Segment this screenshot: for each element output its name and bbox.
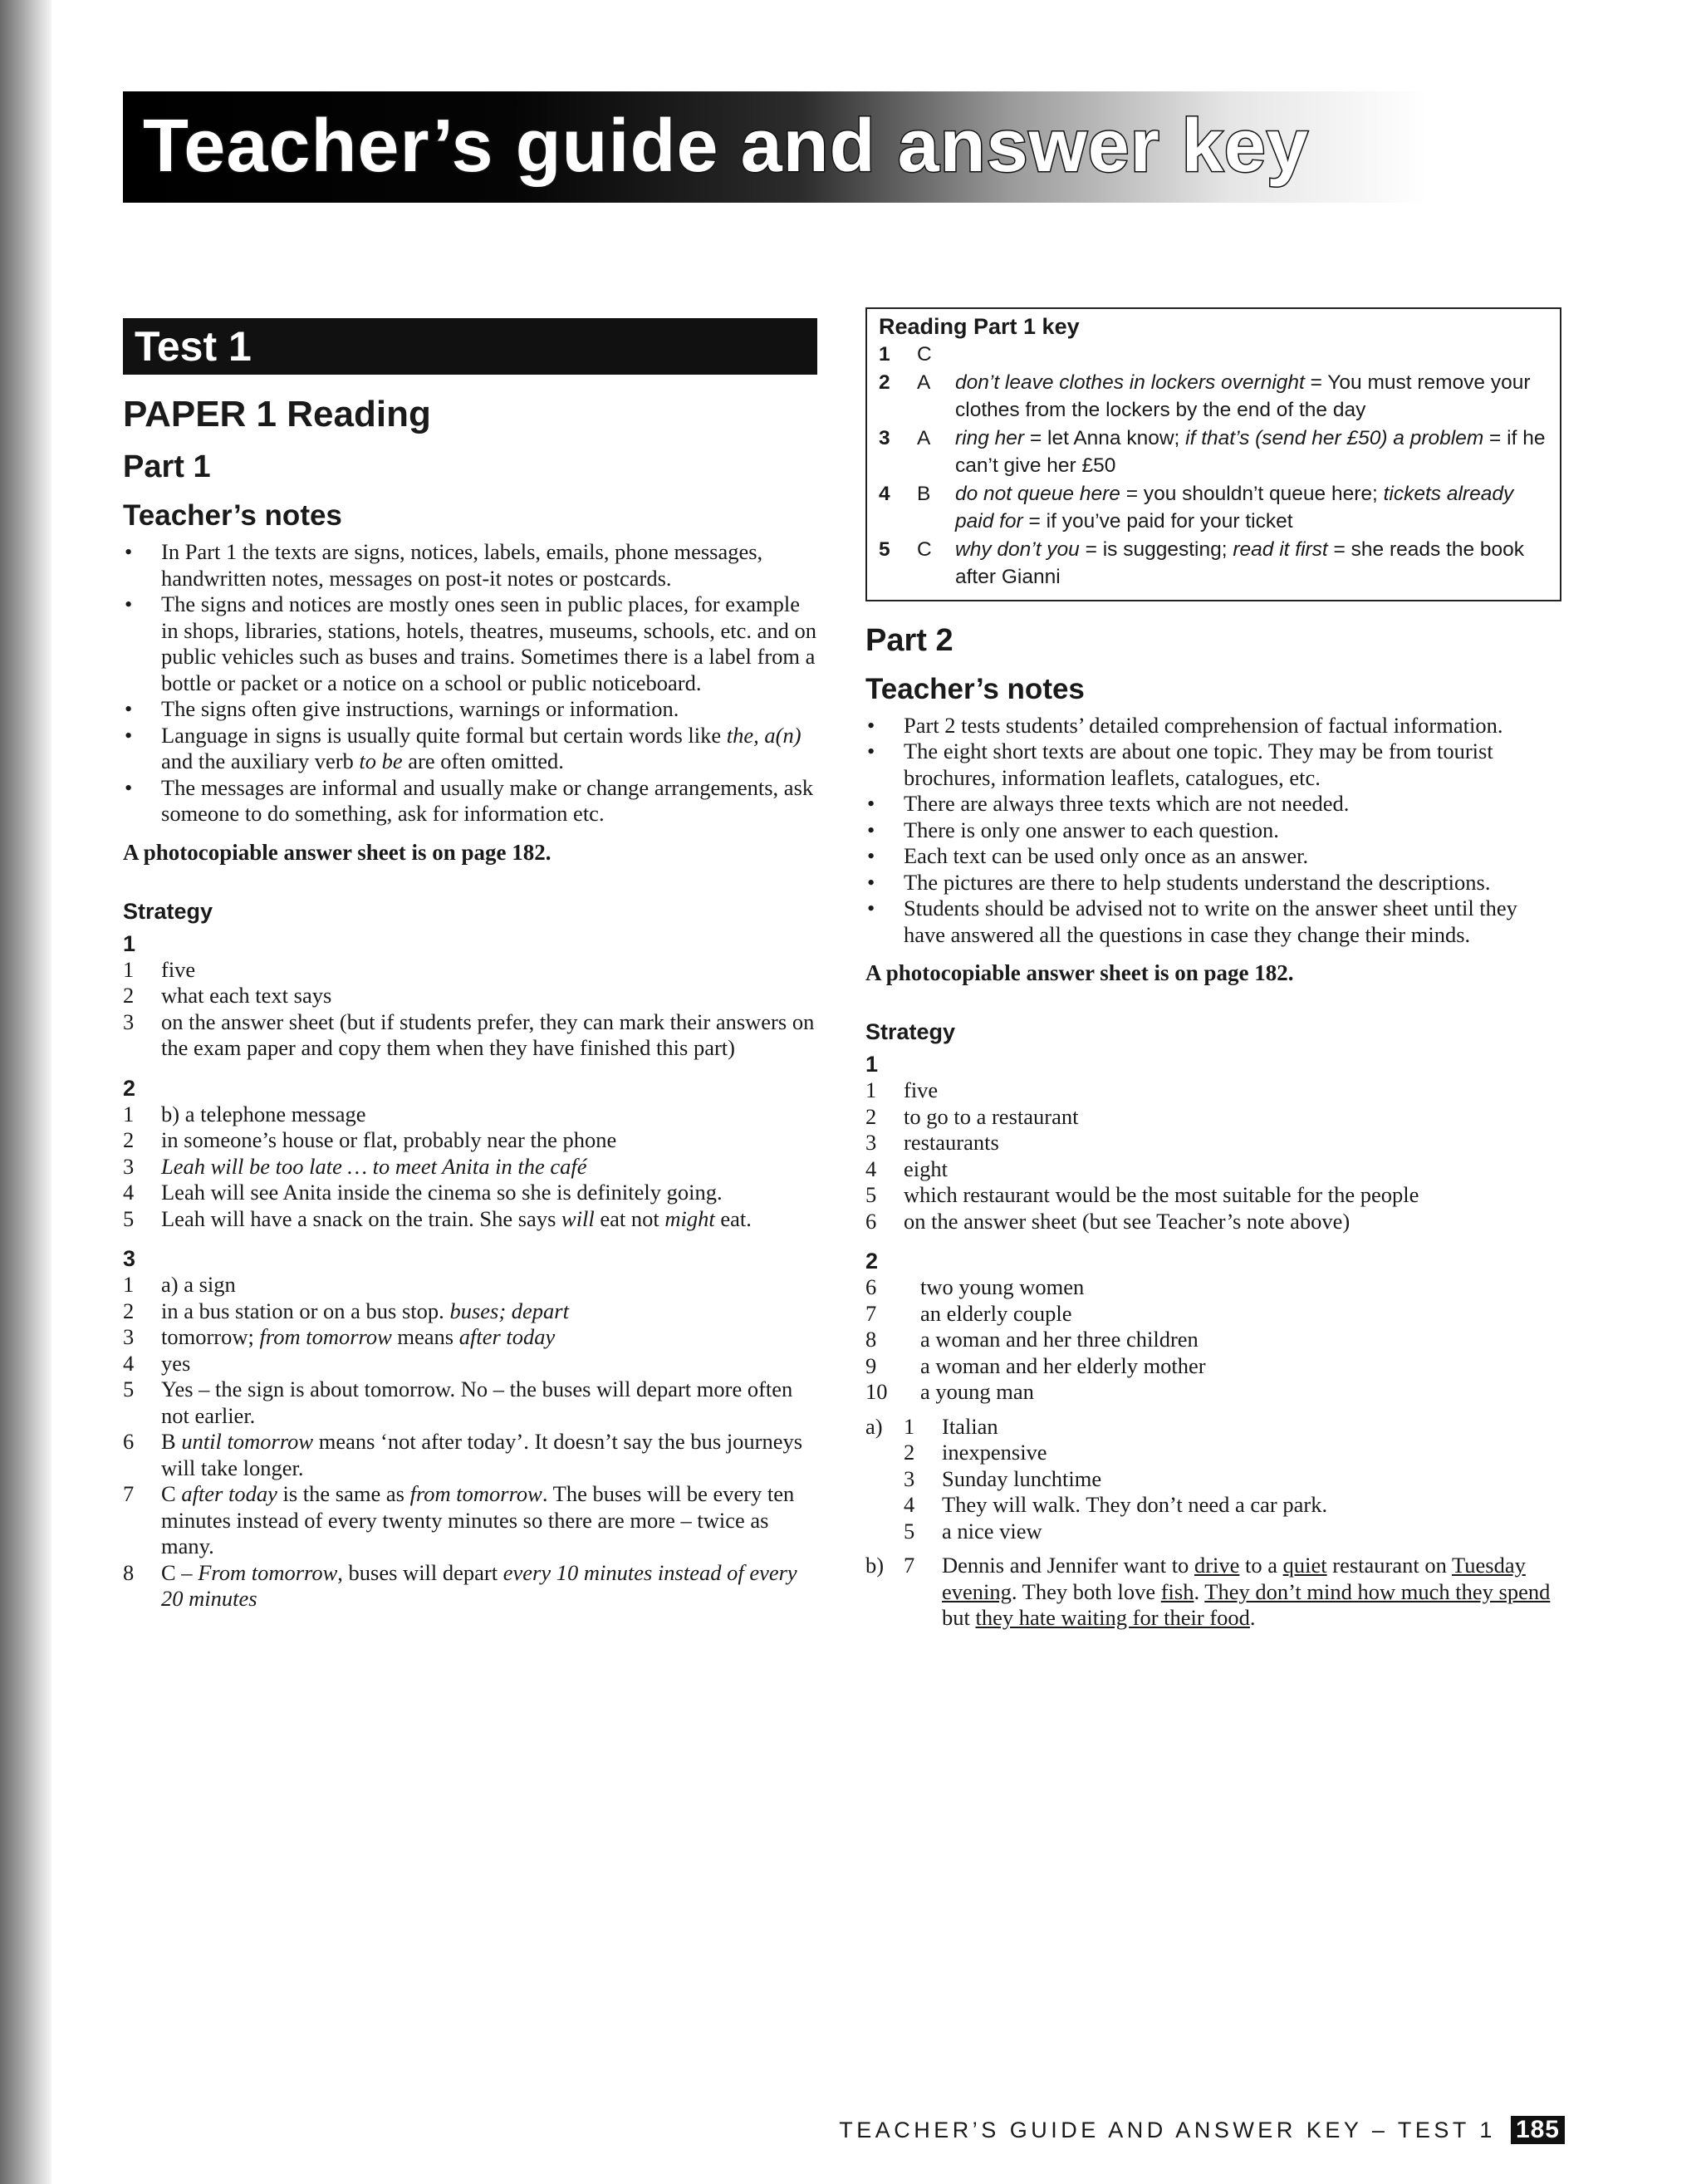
list-item (123, 1481, 817, 1560)
item-number: 7 (904, 1553, 915, 1578)
teacher-notes-list (123, 539, 817, 827)
note-item: • Students should be advised not to write on the answer sheet until they have answered all the questions in case they change their minds. (865, 896, 1561, 948)
item-number: 3 (123, 1153, 135, 1179)
item-text: in someone’s house or flat, probably near the phone (161, 1127, 617, 1152)
item-text: on the answer sheet (but see Teacher’s note above) (904, 1208, 1351, 1234)
key-letter: C (917, 537, 932, 561)
key-explanation: ring her = let Anna know; if that’s (send her £50) a problem = if he can’t give her £50 (955, 426, 1546, 477)
key-number: 4 (879, 482, 890, 505)
list-item (865, 1379, 1561, 1406)
note-item: • There is only one answer to each question. (865, 817, 1561, 844)
item-text: to go to a restaurant (904, 1103, 1079, 1129)
notes-title: Teacher’s notes (865, 672, 1085, 705)
strategy-list (904, 1553, 1561, 1632)
strategy-list (865, 1274, 1561, 1406)
item-text: eight (904, 1156, 948, 1181)
list-item (123, 1429, 817, 1481)
list-item (123, 1127, 817, 1154)
item-text: Leah will be too late … to meet Anita in the café (161, 1153, 587, 1179)
list-item (123, 1351, 817, 1377)
key-rows (879, 341, 1550, 591)
item-number: 5 (865, 1182, 877, 1207)
item-number: 1 (865, 1077, 877, 1102)
list-item (123, 1206, 817, 1233)
list-item (865, 1182, 1561, 1209)
list-item (904, 1492, 1561, 1519)
strategy-list (123, 1272, 817, 1612)
key-number: 3 (879, 426, 890, 449)
item-text: C – From tomorrow, buses will depart every 10 minutes instead of every 20 minutes (161, 1559, 797, 1611)
item-text: a woman and her elderly mother (920, 1352, 1206, 1378)
strategy-list (123, 1102, 817, 1233)
key-letter: A (917, 426, 931, 449)
item-text: Sunday lunchtime (942, 1465, 1102, 1491)
item-number: 2 (123, 1127, 135, 1152)
teacher-notes-list (865, 713, 1561, 949)
item-number: 10 (865, 1379, 888, 1404)
page-title: Teacher’s guide and answer key (143, 105, 1309, 188)
note-item: • Each text can be used only once as an answer. (865, 843, 1561, 870)
list-item (865, 1077, 1561, 1104)
page-number: 185 (1511, 2116, 1565, 2144)
item-number: 8 (865, 1327, 877, 1352)
item-text: which restaurant would be the most suitable for the people (904, 1182, 1419, 1207)
header-banner (123, 91, 1427, 203)
page-spine-shadow (0, 0, 51, 2184)
notes-title: Teacher’s notes (123, 499, 342, 532)
answer-part-a (865, 1414, 1561, 1545)
list-item (904, 1466, 1561, 1493)
note-item: • The pictures are there to help students understand the descriptions. (865, 870, 1561, 896)
strategy-list (123, 957, 817, 1062)
note-item: • The signs often give instructions, warnings or information. (123, 696, 817, 723)
item-number: 2 (123, 983, 135, 1008)
item-number: 5 (123, 1377, 135, 1401)
list-item (904, 1519, 1561, 1545)
item-text: on the answer sheet (but if students prefer, they can mark their answers on the exam paper and copy them when they have finished this part) (161, 1009, 815, 1060)
list-item (123, 983, 817, 1009)
item-text: a nice view (942, 1518, 1042, 1544)
footer-text: TEACHER’S GUIDE AND ANSWER KEY – TEST 1 (839, 2117, 1496, 2142)
item-text: They will walk. They don’t need a car park. (942, 1492, 1328, 1517)
key-row (879, 480, 1550, 536)
photocopiable-note: A photocopiable answer sheet is on page 182. (865, 960, 1294, 985)
key-number: 1 (879, 343, 890, 366)
list-item (123, 1560, 817, 1612)
key-explanation: why don’t you = is suggesting; read it first = she reads the book after Gianni (955, 537, 1525, 588)
page-footer (748, 2114, 1578, 2144)
key-explanation: do not queue here = you shouldn’t queue here; tickets already paid for = if you’ve paid for your ticket (955, 482, 1514, 533)
item-text: yes (161, 1350, 191, 1376)
item-number: 4 (865, 1156, 877, 1181)
item-number: 1 (904, 1413, 915, 1439)
item-text: a woman and her three children (920, 1327, 1199, 1352)
list-item (123, 1102, 817, 1128)
note-item: • The messages are informal and usually make or change arrangements, ask someone to do something, ask for information etc. (123, 775, 817, 827)
list-item (865, 1104, 1561, 1131)
item-text: a young man (920, 1379, 1034, 1404)
key-letter: C (917, 343, 932, 366)
strategy-title: Strategy (865, 1019, 956, 1044)
part-title: Part 2 (865, 622, 953, 658)
key-letter: A (917, 371, 931, 394)
note-item: • In Part 1 the texts are signs, notices, labels, emails, phone messages, handwritten notes, messages on post-it notes or postcards. (123, 539, 817, 591)
item-number: 2 (904, 1440, 915, 1465)
item-text: Yes – the sign is about tomorrow. No – the buses will depart more often not earlier. (161, 1377, 793, 1428)
key-number: 5 (879, 537, 890, 561)
item-number: 2 (865, 1103, 877, 1129)
item-text: restaurants (904, 1130, 999, 1155)
key-number: 2 (879, 371, 890, 394)
note-item: • There are always three texts which are not needed. (865, 791, 1561, 817)
item-number: 1 (123, 1272, 135, 1297)
left-column (123, 318, 817, 1612)
item-text: what each text says (161, 983, 332, 1008)
item-number: 6 (865, 1208, 877, 1234)
right-column (865, 307, 1561, 1632)
part-title: Part 1 (123, 449, 211, 484)
key-row (879, 341, 1550, 369)
list-item (123, 1154, 817, 1180)
item-text: C after today is the same as from tomorrow. The buses will be every ten minutes instead of every twenty minutes so there are more – twice as many. (161, 1481, 795, 1558)
list-item (904, 1440, 1561, 1466)
item-number: 6 (123, 1429, 135, 1454)
list-item (865, 1209, 1561, 1235)
item-number: 8 (123, 1559, 135, 1585)
item-text: an elderly couple (920, 1300, 1072, 1326)
item-text: Dennis and Jennifer want to drive to a quiet restaurant on Tuesday evening. They both love fish. They don’t mind how much they spend but they hate waiting for their food. (942, 1553, 1551, 1630)
item-number: 3 (865, 1130, 877, 1155)
list-item (123, 1180, 817, 1206)
list-item (123, 1324, 817, 1351)
strategy-title: Strategy (123, 898, 213, 924)
strategy-list (904, 1414, 1561, 1545)
list-item (904, 1553, 1561, 1632)
item-text: Leah will see Anita inside the cinema so she is definitely going. (161, 1180, 723, 1205)
item-number: 5 (904, 1518, 915, 1544)
item-number: 4 (904, 1492, 915, 1517)
strategy-group-number: 2 (123, 1075, 136, 1101)
item-text: Italian (942, 1413, 998, 1439)
item-text: in a bus station or on a bus stop. buses; depart (161, 1298, 569, 1323)
test-label: Test 1 (123, 318, 817, 375)
note-item: • Language in signs is usually quite formal but certain words like the, a(n) and the auxiliary verb to be are often omitted. (123, 723, 817, 775)
list-item (123, 1298, 817, 1325)
key-row (879, 369, 1550, 425)
list-item (123, 1377, 817, 1429)
item-text: five (904, 1077, 939, 1102)
strategy-group-number: 1 (123, 930, 136, 956)
key-explanation (955, 341, 1550, 369)
key-explanation: don’t leave clothes in lockers overnight = You must remove your clothes from the lockers by the end of the day (955, 371, 1531, 421)
key-title: Reading Part 1 key (879, 314, 1080, 339)
item-number: 3 (123, 1009, 135, 1034)
list-item (865, 1274, 1561, 1301)
paper-title: PAPER 1 Reading (123, 394, 431, 434)
photocopiable-note: A photocopiable answer sheet is on page 182. (123, 839, 551, 865)
answer-part-label: a) (865, 1413, 883, 1439)
item-number: 2 (123, 1298, 135, 1323)
item-text: two young women (920, 1274, 1085, 1299)
list-item (865, 1301, 1561, 1328)
key-letter: B (917, 482, 931, 505)
answer-part-label: b) (865, 1553, 885, 1578)
item-text: inexpensive (942, 1440, 1047, 1465)
list-item (865, 1156, 1561, 1183)
item-text: B until tomorrow means ‘not after today’. It doesn’t say the bus journeys will take longer. (161, 1429, 803, 1480)
note-item: • The eight short texts are about one topic. They may be from tourist brochures, information leaflets, catalogues, etc. (865, 739, 1561, 791)
item-number: 4 (123, 1180, 135, 1205)
note-item: • The signs and notices are mostly ones seen in public places, for example in shops, libraries, stations, hotels, theatres, museums, schools, etc. and on public vehicles such as buses and trains. Sometimes there is a label from a bottle or packet or a notice on a school or public noticeboard. (123, 591, 817, 696)
list-item (123, 1272, 817, 1298)
item-number: 3 (123, 1324, 135, 1349)
item-number: 6 (865, 1274, 877, 1299)
list-item (865, 1327, 1561, 1353)
item-text: tomorrow; from tomorrow means after today (161, 1324, 556, 1349)
item-text: Leah will have a snack on the train. She says will eat not might eat. (161, 1205, 752, 1231)
strategy-list (865, 1077, 1561, 1234)
answer-part-b (865, 1553, 1561, 1632)
item-text: b) a telephone message (161, 1101, 366, 1126)
item-number: 7 (123, 1481, 135, 1506)
item-number: 4 (123, 1350, 135, 1376)
item-text: five (161, 956, 196, 982)
note-item: • Part 2 tests students’ detailed comprehension of factual information. (865, 713, 1561, 739)
list-item (904, 1414, 1561, 1440)
key-row (879, 425, 1550, 480)
list-item (123, 957, 817, 984)
item-number: 1 (123, 956, 135, 982)
strategy-group-number: 2 (865, 1249, 879, 1274)
answer-key-box (865, 307, 1561, 601)
item-text: a) a sign (161, 1272, 236, 1297)
item-number: 9 (865, 1352, 877, 1378)
key-row (879, 536, 1550, 591)
item-number: 5 (123, 1205, 135, 1231)
item-number: 7 (865, 1300, 877, 1326)
item-number: 3 (904, 1465, 915, 1491)
strategy-group-number: 3 (123, 1246, 136, 1271)
list-item (123, 1009, 817, 1062)
list-item (865, 1353, 1561, 1380)
strategy-group-number: 1 (865, 1052, 879, 1077)
item-number: 1 (123, 1101, 135, 1126)
list-item (865, 1130, 1561, 1156)
